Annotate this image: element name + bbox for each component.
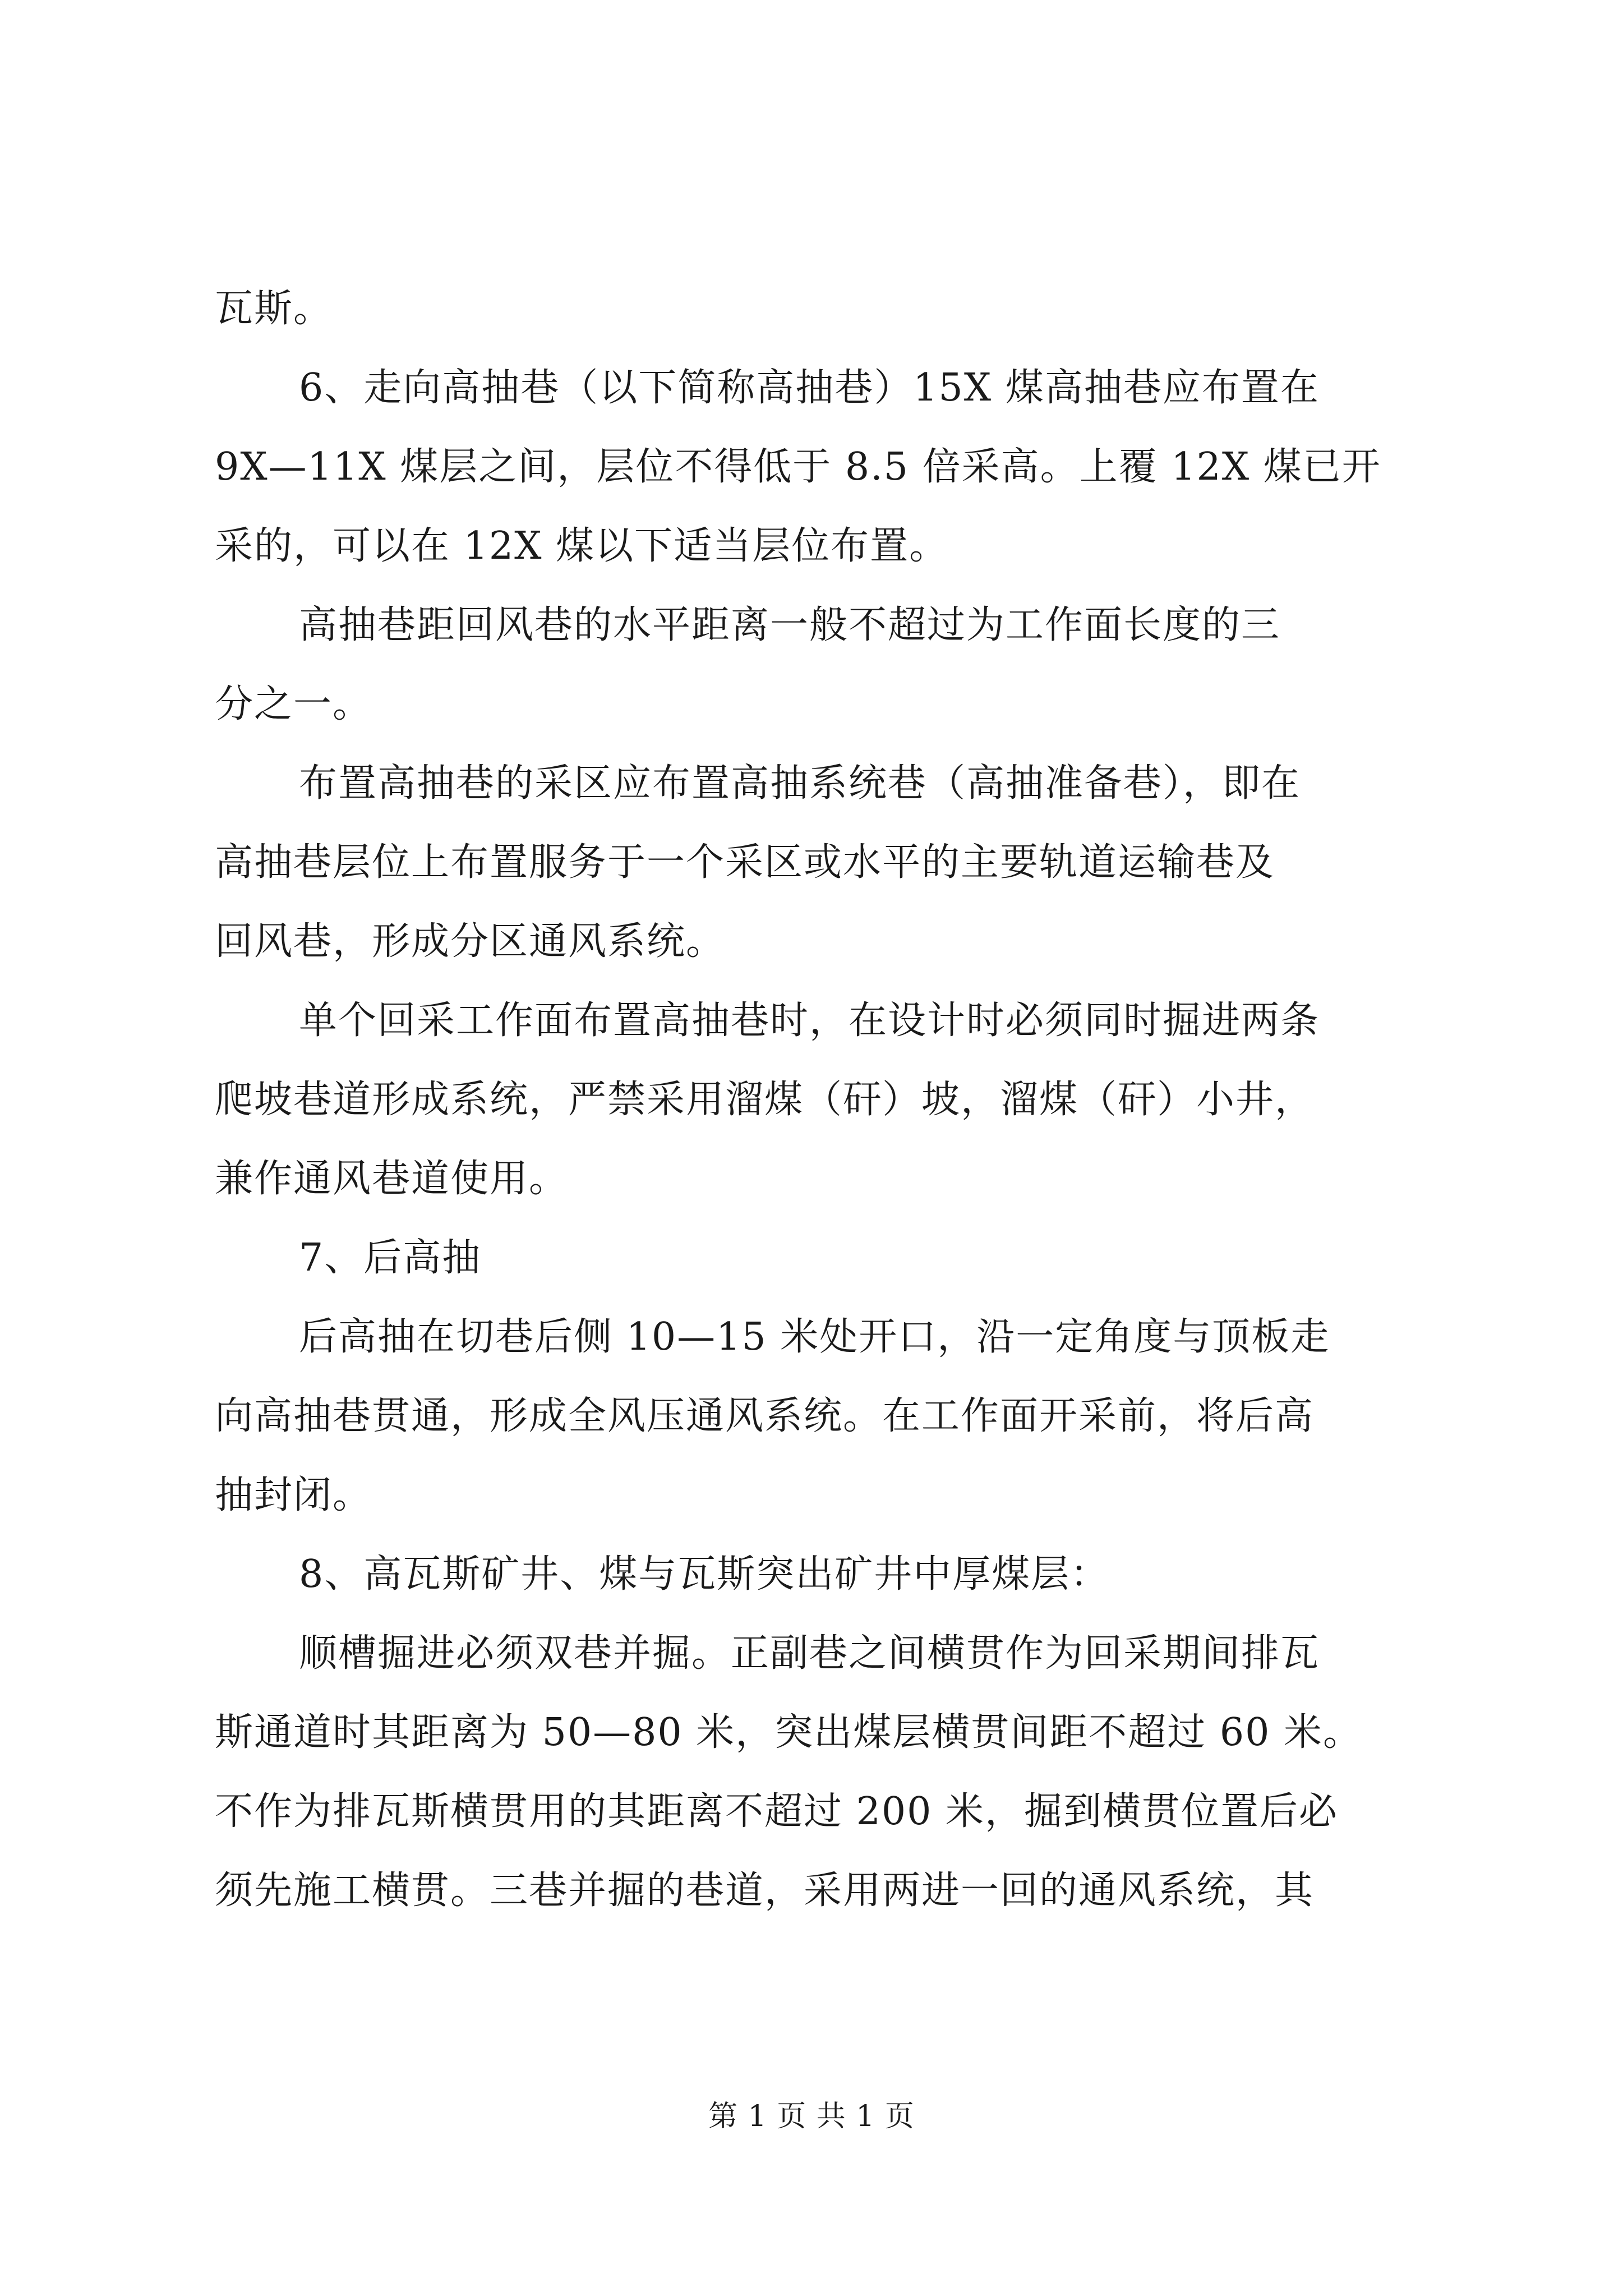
text-line: 向高抽巷贯通，形成全风压通风系统。在工作面开采前，将后高 — [215, 1394, 1315, 1438]
text-line: 斯通道时其距离为 50—80 米，突出煤层横贯间距不超过 60 米。 — [215, 1710, 1363, 1755]
text-line: 爬坡巷道形成系统，严禁采用溜煤（矸）坡，溜煤（矸）小井， — [215, 1078, 1315, 1122]
text-line: 兼作通风巷道使用。 — [215, 1157, 569, 1201]
text-line: 布置高抽巷的采区应布置高抽系统巷（高抽准备巷），即在 — [299, 761, 1301, 806]
text-line: 后高抽在切巷后侧 10—15 米处开口，沿一定角度与顶板走 — [299, 1315, 1330, 1359]
text-line: 不作为排瓦斯横贯用的其距离不超过 200 米，掘到横贯位置后必 — [215, 1789, 1339, 1834]
text-line: 单个回采工作面布置高抽巷时，在设计时必须同时掘进两条 — [299, 999, 1320, 1043]
text-line: 回风巷，形成分区通风系统。 — [215, 919, 726, 964]
text-line: 抽封闭。 — [215, 1473, 372, 1517]
text-line: 高抽巷距回风巷的水平距离一般不超过为工作面长度的三 — [299, 603, 1281, 647]
text-line: 须先施工横贯。三巷并掘的巷道，采用两进一回的通风系统，其 — [215, 1869, 1315, 1913]
text-line: 6、走向高抽巷（以下简称高抽巷）15X 煤高抽巷应布置在 — [299, 366, 1320, 410]
text-line: 采的，可以在 12X 煤以下适当层位布置。 — [215, 524, 949, 568]
text-line: 9X—11X 煤层之间，层位不得低于 8.5 倍采高。上覆 12X 煤已开 — [215, 445, 1381, 489]
section-heading: 8、高瓦斯矿井、煤与瓦斯突出矿井中厚煤层： — [299, 1552, 1110, 1596]
document-body — [215, 269, 1415, 1930]
text-line: 顺槽掘进必须双巷并掘。正副巷之间横贯作为回采期间排瓦 — [299, 1631, 1320, 1676]
text-line: 分之一。 — [215, 682, 372, 726]
text-line: 瓦斯。 — [215, 287, 333, 331]
text-line: 高抽巷层位上布置服务于一个采区或水平的主要轨道运输巷及 — [215, 840, 1275, 885]
section-heading: 7、后高抽 — [299, 1236, 482, 1280]
page-footer: 第 1 页 共 1 页 — [708, 2100, 915, 2133]
